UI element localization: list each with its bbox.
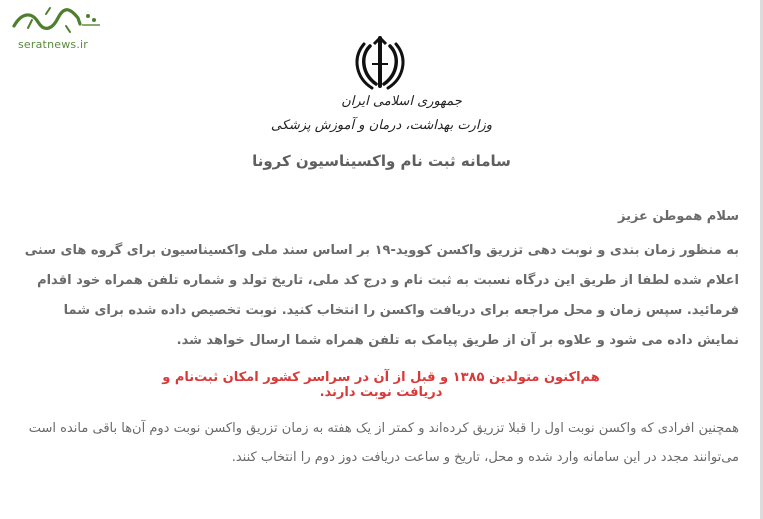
eligibility-alert: هم‌اکنون متولدین ۱۳۸۵ و قبل از آن در سراسر کشور امکان ثبت‌نام و دریافت نوبت دارند. [162, 370, 600, 400]
seratnews-logo-icon [8, 4, 104, 34]
watermark-url: seratnews.ir [18, 38, 89, 51]
page-title: سامانه ثبت نام واکسیناسیون کرونا [252, 152, 511, 170]
greeting-text: سلام هموطن عزیز [618, 209, 739, 224]
watermark [8, 4, 104, 52]
second-dose-note: همچنین افرادی که واکسن نوبت اول را قبلا تزریق کرده‌اند و کمتر از یک هفته به زمان تزریق واکسن نوبت دوم آن‌ها باقی مانده است می‌توانند مجدد در این سامانه وارد شده و محل، تاریخ و ساعت دریافت دوز دوم را انتخاب کنند. [28, 421, 739, 465]
header-line-country: جمهوری اسلامی ایران [341, 94, 462, 109]
header-line-ministry: وزارت بهداشت، درمان و آموزش پزشکی [270, 118, 493, 133]
intro-paragraph: به منظور زمان بندی و نوبت دهی تزریق واکسن کووید-۱۹ بر اساس سند ملی واکسیناسیون برای گروه های سنی اعلام شده لطفا از طریق این درگاه نسبت به ثبت نام و درج کد ملی، تاریخ تولد و شماره تلفن همراه خود اقدام فرمائید. سپس زمان و محل مراجعه برای دریافت واکسن را انتخاب کنید. نوبت تخصیص داده شده برای شما نمایش داده می شود و علاوه بر آن از طریق پیامک به تلفن همراه شما ارسال خواهد شد. [24, 243, 739, 348]
iran-emblem-icon [352, 34, 408, 90]
